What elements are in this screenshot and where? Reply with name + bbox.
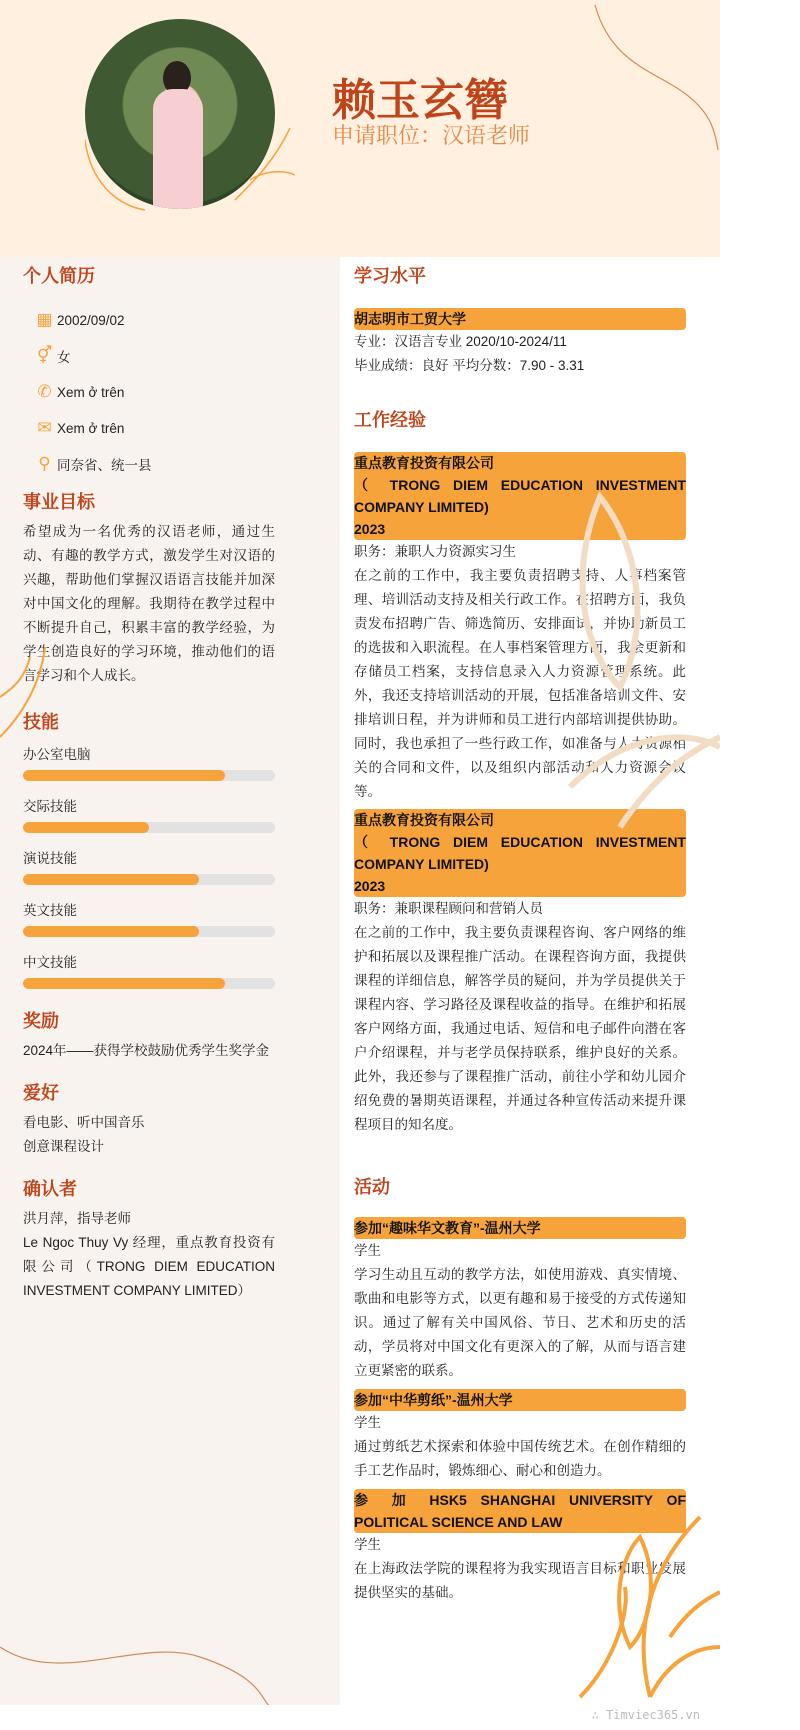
work-header bbox=[354, 452, 686, 540]
section-title-awards: 奖励 bbox=[23, 1011, 59, 1031]
skill-item bbox=[23, 798, 275, 833]
section-title-education: 学习水平 bbox=[354, 266, 426, 286]
profile-photo bbox=[85, 19, 275, 209]
activity-title: 参加“中华剪纸”-温州大学 bbox=[354, 1389, 686, 1411]
section-title-objective: 事业目标 bbox=[23, 492, 95, 512]
info-birthdate bbox=[23, 302, 275, 338]
skill-bar-fill bbox=[23, 978, 225, 989]
info-phone bbox=[23, 374, 275, 410]
activity-description: 通过剪纸艺术探索和体验中国传统艺术。在创作精细的手工艺作品时，锻炼细心、耐心和创造力。 bbox=[354, 1439, 686, 1478]
activity-role: 学生 bbox=[354, 1415, 381, 1430]
skill-name: 交际技能 bbox=[23, 799, 77, 814]
skill-name: 英文技能 bbox=[23, 903, 77, 918]
activity-title: 参 加 HSK5 SHANGHAI UNIVERSITY OF POLITICAL SCIENCE AND LAW bbox=[354, 1489, 686, 1533]
skill-bar-fill bbox=[23, 874, 199, 885]
email-icon: ✉ bbox=[37, 418, 52, 437]
skills-list bbox=[23, 746, 275, 989]
phone: Xem ở trên bbox=[57, 384, 125, 400]
left-column bbox=[0, 257, 340, 1705]
activity-role: 学生 bbox=[354, 1243, 381, 1258]
decorative-curve bbox=[0, 1587, 280, 1705]
info-email bbox=[23, 410, 275, 446]
decorative-curve bbox=[590, 0, 720, 150]
work-year: 2023 bbox=[354, 878, 386, 894]
education-major: 专业：汉语言专业 2020/10-2024/11 bbox=[354, 334, 567, 349]
school-name: 胡志明市工贸大学 bbox=[354, 308, 686, 330]
skill-bar bbox=[23, 770, 275, 781]
objective-text: 希望成为一名优秀的汉语老师，通过生动、有趣的教学方式，激发学生对汉语的兴趣，帮助他们掌握汉语语言技能并加深对中国文化的理解。我期待在教学过程中不断提升自己，积累丰富的教学经验，为学生创造良好的学习环境，推动他们的语言学习和个人成长。 bbox=[23, 524, 275, 683]
skill-item bbox=[23, 850, 275, 885]
applied-position: 申请职位：汉语老师 bbox=[332, 123, 531, 148]
watermark: ∴ Timviec365.vn bbox=[591, 1708, 700, 1722]
hobby-item: 看电影、听中国音乐 bbox=[23, 1115, 145, 1130]
education-grade: 毕业成绩：良好 平均分数：7.90 - 3.31 bbox=[354, 358, 585, 373]
skill-bar bbox=[23, 822, 275, 833]
section-title-skills: 技能 bbox=[23, 712, 59, 732]
calendar-icon: ▦ bbox=[36, 310, 53, 329]
candidate-name: 赖玉玄簪 bbox=[332, 76, 508, 125]
skill-bar-fill bbox=[23, 822, 149, 833]
activity-description: 在上海政法学院的课程将为我实现语言目标和职业发展提供坚实的基础。 bbox=[354, 1561, 686, 1600]
work-header bbox=[354, 809, 686, 897]
birthdate: 2002/09/02 bbox=[57, 312, 125, 328]
company-name: 重点教育投资有限公司 bbox=[354, 812, 494, 828]
info-address bbox=[23, 446, 275, 482]
skill-bar bbox=[23, 978, 275, 989]
awards-text: 2024年——获得学校鼓励优秀学生奖学金 bbox=[23, 1043, 270, 1058]
company-name-en: （ TRONG DIEM EDUCATION INVESTMENT COMPANY LIMITED) bbox=[354, 834, 686, 872]
skill-name: 中文技能 bbox=[23, 955, 77, 970]
hobby-item: 创意课程设计 bbox=[23, 1139, 104, 1154]
work-description: 在之前的工作中，我主要负责招聘支持、人事档案管理、培训活动支持及相关行政工作。在招聘方面，我负责发布招聘广告、筛选简历、安排面试，并协助新员工的选拔和入职流程。在人事档案管理方面，我会更新和存储员工档案，支持信息录入人力资源管理系统。此外，我还支持培训活动的开展，包括准备培训文件、安排培训日程，并为讲师和员工进行内部培训提供协助。同时，我也承担了一些行政工作，如准备与人力资源相关的合同和文件，以及组织内部活动和人力资源会议等。 bbox=[354, 568, 686, 799]
section-title-reference: 确认者 bbox=[23, 1179, 77, 1199]
activity-description: 学习生动且互动的教学方法，如使用游戏、真实情境、歌曲和电影等方式，以更有趣和易于接受的方式传递知识。通过了解有关中国风俗、节日、艺术和历史的活动，学员将对中国文化有更深入的了解，从而与语言建立更紧密的联系。 bbox=[354, 1267, 686, 1378]
gender: 女 bbox=[57, 350, 71, 365]
right-column bbox=[340, 257, 720, 1705]
skill-bar bbox=[23, 926, 275, 937]
skill-bar-fill bbox=[23, 770, 225, 781]
section-title-hobbies: 爱好 bbox=[23, 1083, 59, 1103]
phone-icon: ✆ bbox=[37, 382, 52, 401]
reference-item: 洪月萍，指导老师 bbox=[23, 1211, 131, 1226]
activity-title: 参加“趣味华文教育”-温州大学 bbox=[354, 1217, 686, 1239]
location-icon: ⚲ bbox=[38, 454, 51, 473]
work-role: 职务：兼职课程顾问和营销人员 bbox=[354, 901, 543, 916]
skill-item bbox=[23, 902, 275, 937]
info-gender bbox=[23, 338, 275, 374]
email: Xem ở trên bbox=[57, 420, 125, 436]
skill-item bbox=[23, 746, 275, 781]
company-name: 重点教育投资有限公司 bbox=[354, 455, 494, 471]
section-title-profile: 个人简历 bbox=[23, 266, 95, 286]
skill-bar-fill bbox=[23, 926, 199, 937]
work-description: 在之前的工作中，我主要负责课程咨询、客户网络的维护和拓展以及课程推广活动。在课程咨询方面，我提供课程的详细信息，解答学员的疑问，并为学员提供关于课程内容、学习路径及课程收益的指导。在维护和拓展客户网络方面，我通过电话、短信和电子邮件向潜在客户介绍课程，并与老学员保持联系，维护良好的关系。此外，我还参与了课程推广活动，前往小学和幼儿园介绍免费的暑期英语课程，并通过各种宣传活动来提升课程项目的知名度。 bbox=[354, 925, 686, 1132]
company-name-en: （ TRONG DIEM EDUCATION INVESTMENT COMPANY LIMITED) bbox=[354, 477, 686, 515]
section-title-work: 工作经验 bbox=[354, 410, 426, 430]
work-year: 2023 bbox=[354, 521, 386, 537]
header bbox=[0, 0, 720, 257]
activity-role: 学生 bbox=[354, 1537, 381, 1552]
gender-icon: ⚥ bbox=[36, 346, 53, 365]
skill-bar bbox=[23, 874, 275, 885]
skill-name: 演说技能 bbox=[23, 851, 77, 866]
section-title-activities: 活动 bbox=[354, 1177, 390, 1197]
skill-name: 办公室电脑 bbox=[23, 747, 91, 762]
work-role: 职务：兼职人力资源实习生 bbox=[354, 544, 516, 559]
address: 同奈省、统一县 bbox=[57, 458, 152, 473]
reference-item: Le Ngoc Thuy Vy 经理，重点教育投资有限公司（TRONG DIEM EDUCATION INVESTMENT COMPANY LIMITED） bbox=[23, 1235, 275, 1298]
skill-item bbox=[23, 954, 275, 989]
